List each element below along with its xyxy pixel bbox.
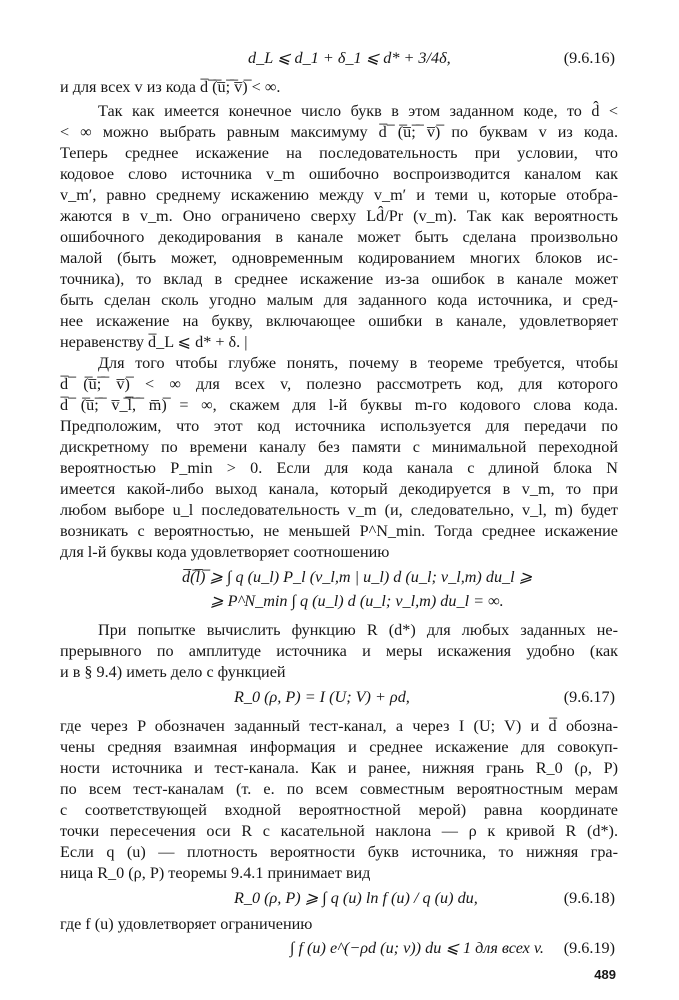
paragraph-first-line: Для того чтобы глубже понять, почему в теореме требуется, чтобы (98, 354, 618, 372)
text-line: где через P обозначен заданный тест-канал, а через I (U; V) и d̅ обозна- (60, 717, 618, 735)
text-line: имеется какой-либо выход канала, который декодируется в v_m, то при (60, 480, 618, 498)
text-line: где f (u) удовлетворяет ограничению (60, 915, 313, 933)
text-line: дискретному по времени каналу без памяти с минимальной переходной (60, 438, 618, 456)
text-line: кодовое слово источника v_m ошибочно воспроизводится каналом как (60, 165, 618, 183)
text-line: d̅ ̅(̅u̅;̅ ̅v̅)̅ < ∞ для всех v, полезно рассмотреть код, для которого (60, 375, 618, 393)
equation-distortion-bound-1: d̅(̅l̅)̅ ⩾ ∫ q (u_l) P_l (v_l,m | u_l) d (u_l; v_l,m) du_l ⩾ (182, 568, 533, 586)
text-line: и в § 9.4) иметь дело с функцией (60, 663, 286, 681)
text-line: ности источника и тест-канала. Как и ранее, нижняя грань R_0 (ρ, P) (60, 759, 618, 777)
text-line: d̅ ̅(̅u̅;̅ ̅v̅_̅l̅,̅ ̅m̅)̅ = ∞, скажем для l-й буквы m-го кодового слова кода. (60, 396, 618, 414)
text-line: нее искажение на букву, включающее ошибки в канале, удовлетворяет (60, 312, 618, 330)
equation-distortion-bound-2: ⩾ P^N_min ∫ q (u_l) d (u_l; v_l,m) du_l = ∞. (210, 592, 504, 610)
text-line: Теперь среднее искажение на последовательность при условии, что (60, 144, 618, 162)
equation-9-6-17: R_0 (ρ, P) = I (U; V) + ρd, (234, 688, 410, 706)
equation-number-9-6-19: (9.6.19) (563, 939, 615, 957)
text-line: для l-й буквы кода удовлетворяет соотношению (60, 543, 390, 561)
text-line: по всем тест-каналам (т. е. по всем совместным вероятностным мерам (60, 780, 618, 798)
page-number: 489 (594, 967, 616, 982)
equation-number-9-6-17: (9.6.17) (563, 688, 615, 706)
text-line: прерывного по амплитуде источника и меры искажения удобно (как (60, 642, 618, 660)
equation-9-6-18: R_0 (ρ, P) ⩾ ∫ q (u) ln f (u) / q (u) du, (234, 889, 478, 907)
text-line: Если q (u) — плотность вероятности букв источника, то нижняя гра- (60, 843, 618, 861)
paragraph-first-line: При попытке вычислить функцию R (d*) для любых заданных не- (98, 621, 618, 639)
paragraph-first-line: Так как имеется конечное число букв в этом заданном коде, то d̂ < (98, 102, 618, 120)
text-line: v_m′, равно среднему искажению между v_m′ и теми u, которые отобра- (60, 186, 618, 204)
text-line: неравенству d̅_L ⩽ d* + δ. | (60, 333, 248, 351)
text-line: вероятностью P_min > 0. Если для кода канала с длиной блока N (60, 459, 618, 477)
text-line: с соответствующей входной вероятностной мерой) равна координате (60, 801, 618, 819)
text-line: быть сделан сколь угодно малым для заданного кода источника, и сред- (60, 291, 618, 309)
text-line: точки пересечения оси R с касательной наклона — ρ к кривой R (d*). (60, 822, 618, 840)
text-line: возникать с вероятностью, не меньшей P^N_min. Тогда среднее искажение (60, 522, 618, 540)
text-line: малой (быть может, одновременным кодированием многих блоков ис- (60, 249, 618, 267)
text-line: чены средняя взаимная информация и среднее искажение для совокуп- (60, 738, 618, 756)
equation-9-6-16: d_L ⩽ d_1 + δ_1 ⩽ d* + 3/4δ, (248, 49, 451, 67)
text-line: точника), то вклад в среднее искажение из-за ошибок в канале может (60, 270, 618, 288)
text-line: < ∞ можно выбрать равным максимуму d̅ ̅(̅u̅;̅ ̅v̅)̅ по буквам v из кода. (60, 123, 618, 141)
text-line: и для всех v из кода d̅ ̅(̅u̅;̅ ̅v̅)̅ < ∞. (60, 78, 281, 96)
text-line: ошибочного декодирования в канале может быть сделана произвольно (60, 228, 618, 246)
equation-number-9-6-16: (9.6.16) (563, 49, 615, 67)
text-line: ница R_0 (ρ, P) теоремы 9.4.1 принимает вид (60, 864, 371, 882)
text-line: любом выборе u_l последовательность v_m (и, следовательно, v_l, m) будет (60, 501, 618, 519)
equation-number-9-6-18: (9.6.18) (563, 889, 615, 907)
equation-9-6-19: ∫ f (u) e^(−ρd (u; v)) du ⩽ 1 для всех v. (290, 939, 544, 957)
text-line: жаются в v_m. Оно ограничено сверху Ld̂/Pr (v_m). Так как вероятность (60, 207, 618, 225)
text-line: Предположим, что этот код источника используется для передачи по (60, 417, 618, 435)
